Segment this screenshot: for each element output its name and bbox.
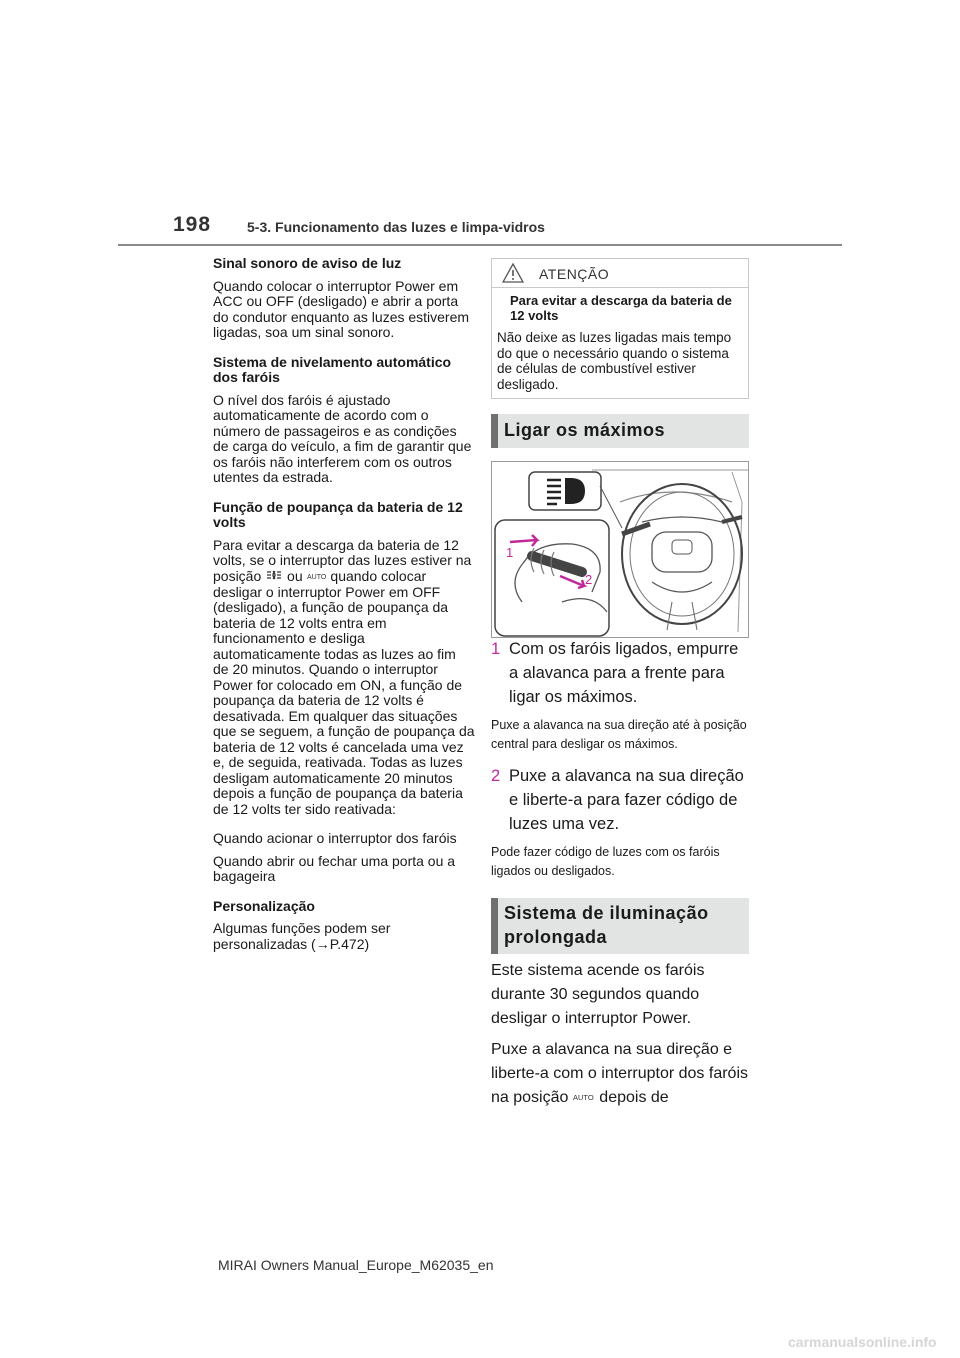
subheading-customization: Personalização: [213, 897, 315, 914]
page-number: 198: [173, 213, 212, 236]
extended-lighting-text: [491, 959, 749, 1110]
footer-manual-id: MIRAI Owners Manual_Europe_M62035_en: [218, 1257, 494, 1273]
auto-icon: [307, 569, 327, 585]
auto-icon: [573, 1086, 595, 1110]
left-column: [213, 256, 475, 952]
paragraph-customization: Algumas funções podem ser personalizadas (→P.472): [213, 920, 391, 952]
warning-header: [492, 259, 748, 288]
warning-body: Não deixe as luzes ligadas mais tempo do que o necessário quando o sistema de células de combustível estiver desligado.: [497, 330, 732, 392]
extended-lighting-paragraph-1: Este sistema acende os faróis durante 30 segundos quando desligar o interruptor Power.: [491, 962, 705, 1027]
svg-text:AUTO: AUTO: [306, 574, 326, 582]
subheading-battery-saver: Função de poupança da bateria de 12 volts: [213, 498, 463, 530]
paragraph-light-buzzer: Quando colocar o interruptor Power em ACC ou OFF (desligado) e abrir a porta do condutor enquanto as luzes estiverem ligadas, soa um sinal sonoro.: [213, 277, 470, 340]
step-2-number: 2: [491, 767, 501, 785]
section-title-extended-lighting: Sistema de iluminação prolongada: [491, 898, 749, 954]
subheading-light-buzzer: Sinal sonoro de aviso de luz: [213, 255, 402, 271]
header-rule: [118, 244, 842, 246]
warning-subtitle: Para evitar a descarga da bateria de 12 volts: [510, 293, 732, 323]
extended-lighting-paragraph-2: Puxe a alavanca na sua direção e liberte-a com o interruptor dos faróis na posição AUTO depois de: [491, 1038, 749, 1110]
high-beam-lever-illustration: [491, 461, 749, 638]
watermark: carmanualsonline.info: [788, 1334, 937, 1350]
warning-icon: [502, 263, 524, 288]
note-1: Puxe a alavanca na sua direção até à posição central para desligar os máximos.: [491, 718, 747, 751]
section-header: 5-3. Funcionamento das luzes e limpa-vidros: [247, 219, 545, 235]
steps-block: [491, 637, 749, 881]
bullet-headlight-switch: Quando acionar o interruptor dos faróis: [213, 830, 457, 847]
figure-label-2: 2: [585, 572, 593, 587]
parking-light-icon: [265, 569, 283, 585]
paragraph-battery-saver: Para evitar a descarga da bateria de 12 volts, se o interruptor das luzes estiver na posição ou AUTO quando colocar desligar o interruptor Power em OFF (desligado), a função de poupança da bateria de 12 volts entra em funcionamento e desliga automaticamente todas as luzes ao fim de 20 minutos. Quando o interruptor Power for colocado em ON, a função de poupança da bateria de 12 volts é desativada. Em qualquer das situações que se seguem, a função de poupança da bateria de 12 volts é cancelada uma vez e, de seguida, reativada. Todas as luzes desligam automaticamente 20 minutos depois a função de poupança da bateria de 12 volts ter sido reativada:: [213, 536, 475, 817]
step-2: 2 Puxe a alavanca na sua direção e liberte-a para fazer código de luzes uma vez.: [491, 764, 749, 836]
note-2: Pode fazer código de luzes com os faróis ligados ou desligados.: [491, 845, 720, 878]
paragraph-auto-leveling: O nível dos faróis é ajustado automaticamente de acordo com o número de passageiros e as condições de carga do veículo, a fim de garantir que os faróis não interferem com os outros utentes da estrada.: [213, 391, 472, 485]
step-1: 1 Com os faróis ligados, empurre a alavanca para a frente para ligar os máximos.: [491, 637, 749, 709]
section-title-high-beams: Ligar os máximos: [491, 414, 749, 448]
figure-label-1: 1: [506, 545, 514, 560]
subheading-auto-leveling: Sistema de nivelamento automático dos faróis: [213, 353, 452, 385]
svg-text:AUTO: AUTO: [572, 1093, 594, 1102]
warning-box: [491, 258, 749, 399]
warning-title: ATENÇÃO: [539, 266, 610, 282]
step-1-number: 1: [491, 640, 501, 658]
bullet-door-trunk: Quando abrir ou fechar uma porta ou a bagageira: [213, 852, 456, 885]
